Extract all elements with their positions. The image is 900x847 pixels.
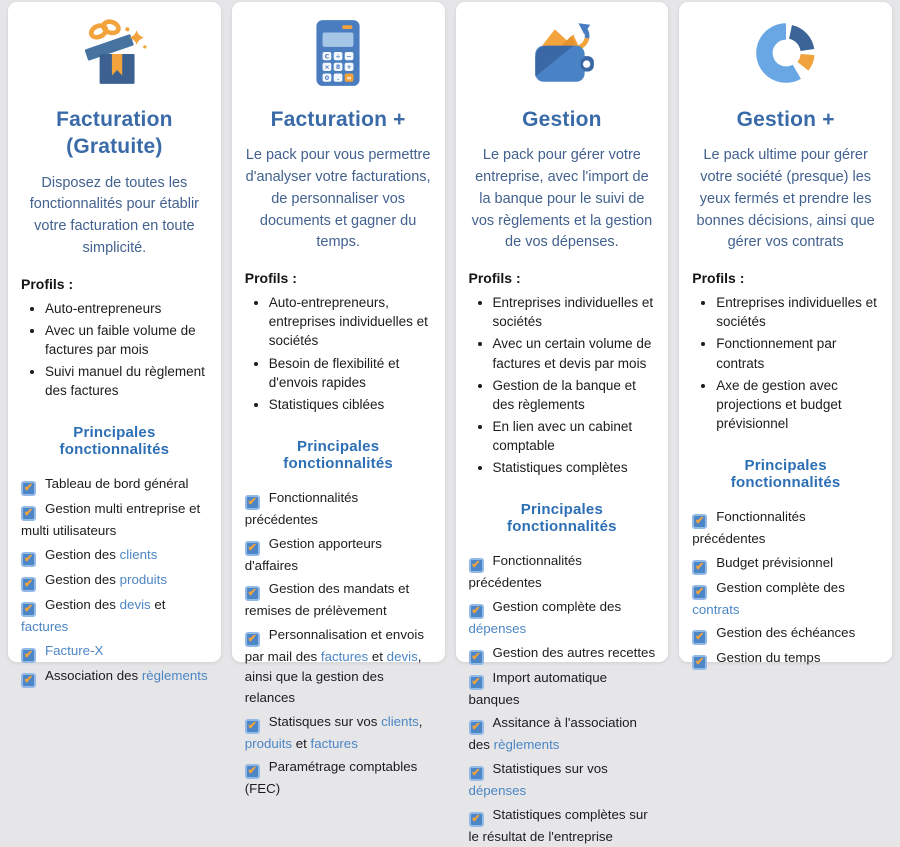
svg-text:−: −	[347, 52, 352, 60]
feature-link[interactable]: règlements	[142, 668, 208, 683]
profils-section	[245, 270, 432, 414]
checkbox-checked-icon: ✔	[21, 481, 36, 496]
feature-text: Gestion des autres recettes	[493, 645, 656, 660]
profils-list	[469, 293, 656, 477]
checkbox-checked-icon: ✔	[692, 630, 707, 645]
feature-link[interactable]: clients	[120, 547, 158, 562]
feature-text: et	[368, 649, 386, 664]
svg-text:.: .	[337, 74, 339, 82]
feature-text: Fonctionnalités précédentes	[469, 553, 582, 590]
profile-item: • Entreprises individuelles et sociétés	[493, 293, 656, 331]
features-heading: Principales fonctionnalités	[245, 438, 432, 472]
feature-item	[692, 623, 879, 645]
checkbox-checked-icon: ✔	[469, 812, 484, 827]
feature-item	[692, 507, 879, 550]
checkbox-checked-icon: ✔	[245, 764, 260, 779]
checkbox-checked-icon: ✔	[469, 766, 484, 781]
feature-text: Statistiques sur vos	[493, 761, 608, 776]
feature-item	[21, 666, 208, 688]
feature-text: ,	[419, 714, 423, 729]
svg-text:+: +	[347, 63, 352, 71]
feature-item	[245, 534, 432, 577]
plan-description: Disposez de toutes les fonctionnalités pour établir votre facturation en toute simplicité.	[21, 173, 208, 260]
feature-item	[245, 579, 432, 622]
feature-text: Paramétrage comptables (FEC)	[245, 759, 418, 796]
profile-item: • Fonctionnement par contrats	[716, 334, 879, 372]
checkbox-checked-icon: ✔	[21, 506, 36, 521]
profile-item: • Avec un certain volume de factures et devis par mois	[493, 334, 656, 372]
feature-item	[21, 474, 208, 496]
svg-text:÷: ÷	[336, 52, 341, 60]
profils-section	[21, 276, 208, 401]
feature-text: Gestion des mandats et remises de prélèvement	[245, 581, 409, 618]
feature-item	[21, 570, 208, 592]
feature-text: et	[151, 597, 166, 612]
features-list	[469, 551, 656, 847]
profile-item: • Auto-entrepreneurs	[45, 299, 208, 318]
checkbox-checked-icon: ✔	[469, 558, 484, 573]
feature-item	[21, 499, 208, 542]
plan-title: Facturation +	[245, 106, 432, 133]
profils-label: Profils :	[245, 270, 297, 286]
profile-item: • En lien avec un cabinet comptable	[493, 417, 656, 455]
calculator-icon	[301, 16, 375, 90]
feature-link[interactable]: devis	[120, 597, 151, 612]
plan-card	[8, 2, 221, 662]
checkbox-checked-icon: ✔	[692, 514, 707, 529]
feature-item	[469, 668, 656, 711]
feature-item	[692, 648, 879, 670]
feature-text: Gestion apporteurs d'affaires	[245, 536, 382, 573]
feature-item	[21, 641, 208, 663]
checkbox-checked-icon: ✔	[245, 586, 260, 601]
feature-item	[469, 597, 656, 640]
checkbox-checked-icon: ✔	[245, 495, 260, 510]
checkbox-checked-icon: ✔	[21, 673, 36, 688]
plan-card	[679, 2, 892, 662]
feature-text: Personnalisation et envois par mail des	[245, 627, 424, 664]
plan-icon	[245, 14, 432, 92]
wallet-icon	[525, 16, 599, 90]
feature-link[interactable]: Facture-X	[45, 643, 103, 658]
profile-item: • Statistiques ciblées	[269, 395, 432, 414]
feature-item	[245, 625, 432, 709]
checkbox-checked-icon: ✔	[21, 552, 36, 567]
feature-text: Fonctionnalités précédentes	[245, 490, 358, 527]
feature-text: Gestion des échéances	[716, 625, 855, 640]
profils-label: Profils :	[469, 270, 521, 286]
profils-section	[692, 270, 879, 433]
feature-text: Gestion complète des	[716, 580, 845, 595]
profile-item: • Axe de gestion avec projections et budget prévisionnel	[716, 376, 879, 433]
svg-text:0: 0	[325, 74, 330, 82]
plan-description: Le pack pour vous permettre d'analyser votre facturations, de personnaliser vos documents et gagner du temps.	[245, 145, 432, 254]
feature-item	[469, 643, 656, 665]
feature-item	[469, 759, 656, 802]
feature-link[interactable]: dépenses	[469, 783, 527, 798]
profils-section	[469, 270, 656, 477]
feature-text: et	[292, 736, 310, 751]
profile-item: • Entreprises individuelles et sociétés	[716, 293, 879, 331]
profils-list	[21, 299, 208, 401]
feature-link[interactable]: factures	[321, 649, 368, 664]
features-heading: Principales fonctionnalités	[469, 501, 656, 535]
feature-link[interactable]: contrats	[692, 602, 739, 617]
plan-title: Gestion +	[692, 106, 879, 133]
plan-description: Le pack ultime pour gérer votre société (presque) les yeux fermés et prendre les bonnes décisions, ainsi que gérer vos contrats	[692, 145, 879, 254]
profils-list	[245, 293, 432, 414]
feature-link[interactable]: devis	[387, 649, 418, 664]
feature-item	[245, 712, 432, 755]
checkbox-checked-icon: ✔	[21, 648, 36, 663]
feature-item	[469, 713, 656, 756]
feature-text: Statisques sur vos	[269, 714, 381, 729]
features-heading: Principales fonctionnalités	[21, 424, 208, 458]
profile-item: • Besoin de flexibilité et d'envois rapides	[269, 354, 432, 392]
feature-item	[245, 757, 432, 800]
plan-card	[232, 2, 445, 662]
feature-link[interactable]: clients	[381, 714, 419, 729]
feature-item	[21, 545, 208, 567]
checkbox-checked-icon: ✔	[469, 675, 484, 690]
features-list	[245, 488, 432, 800]
plan-icon	[21, 14, 208, 92]
feature-item	[21, 595, 208, 638]
svg-text:8: 8	[336, 63, 341, 71]
checkbox-checked-icon: ✔	[21, 577, 36, 592]
checkbox-checked-icon: ✔	[21, 602, 36, 617]
profile-item: • Statistiques complètes	[493, 458, 656, 477]
features-heading: Principales fonctionnalités	[692, 457, 879, 491]
feature-link[interactable]: dépenses	[469, 621, 527, 636]
profile-item: • Avec un faible volume de factures par mois	[45, 321, 208, 359]
feature-text: Gestion des	[45, 597, 120, 612]
plan-card	[456, 2, 669, 662]
plan-description: Le pack pour gérer votre entreprise, avec l'import de la banque pour le suivi de vos règlements et la gestion de vos dépenses.	[469, 145, 656, 254]
feature-text: , ainsi que la gestion des relances	[245, 649, 422, 705]
checkbox-checked-icon: ✔	[469, 720, 484, 735]
checkbox-checked-icon: ✔	[469, 650, 484, 665]
checkbox-checked-icon: ✔	[692, 560, 707, 575]
feature-text: Statistiques complètes sur le résultat de l'entreprise	[469, 807, 648, 844]
plan-icon	[692, 14, 879, 92]
feature-text: Gestion des	[45, 572, 120, 587]
feature-link[interactable]: factures	[21, 619, 68, 634]
checkbox-checked-icon: ✔	[245, 541, 260, 556]
checkbox-checked-icon: ✔	[692, 585, 707, 600]
feature-item	[245, 488, 432, 531]
profile-item: • Suivi manuel du règlement des factures	[45, 362, 208, 400]
svg-text:=: =	[347, 74, 352, 82]
svg-text:C: C	[325, 52, 330, 60]
profile-item: • Gestion de la banque et des règlements	[493, 376, 656, 414]
feature-text: Gestion complète des	[493, 599, 622, 614]
donut-chart-icon	[749, 16, 823, 90]
feature-text: Fonctionnalités précédentes	[692, 509, 805, 546]
checkbox-checked-icon: ✔	[245, 719, 260, 734]
feature-link[interactable]: produits	[245, 736, 292, 751]
plan-title: Facturation (Gratuite)	[21, 106, 208, 161]
profile-item: • Auto-entrepreneurs, entreprises individuelles et sociétés	[269, 293, 432, 350]
feature-link[interactable]: règlements	[494, 737, 560, 752]
plan-icon	[469, 14, 656, 92]
feature-text: Budget prévisionnel	[716, 555, 833, 570]
feature-item	[692, 553, 879, 575]
feature-item	[469, 805, 656, 847]
feature-text: Import automatique banques	[469, 670, 608, 707]
feature-text: Gestion du temps	[716, 650, 820, 665]
checkbox-checked-icon: ✔	[692, 655, 707, 670]
profils-label: Profils :	[21, 276, 73, 292]
feature-link[interactable]: factures	[311, 736, 358, 751]
feature-item	[692, 578, 879, 621]
svg-text:×: ×	[324, 63, 329, 71]
profils-list	[692, 293, 879, 433]
checkbox-checked-icon: ✔	[245, 632, 260, 647]
feature-text: Gestion multi entreprise et multi utilisateurs	[21, 501, 200, 538]
gift-icon	[77, 16, 151, 90]
checkbox-checked-icon: ✔	[469, 604, 484, 619]
plan-title: Gestion	[469, 106, 656, 133]
feature-text: Assitance à l'association des	[469, 715, 637, 752]
feature-item	[469, 551, 656, 594]
feature-text: Tableau de bord général	[45, 476, 188, 491]
features-list	[21, 474, 208, 687]
feature-link[interactable]: produits	[120, 572, 167, 587]
profils-label: Profils :	[692, 270, 744, 286]
features-list	[692, 507, 879, 670]
feature-text: Association des	[45, 668, 142, 683]
feature-text: Gestion des	[45, 547, 120, 562]
